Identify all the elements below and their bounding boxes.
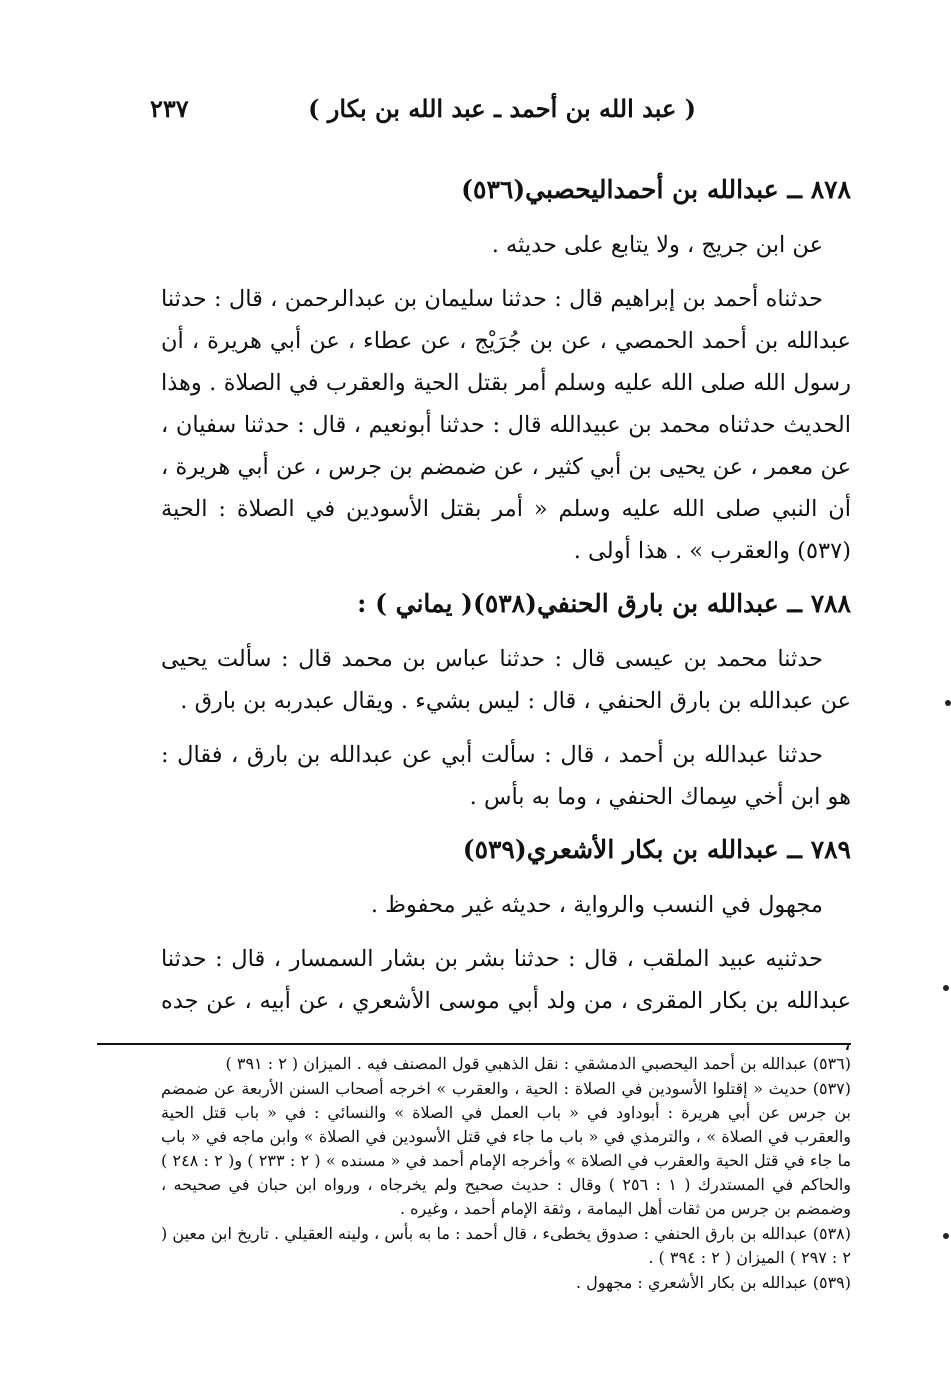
footnote-538: (٥٣٨) عبدالله بن بارق الحنفي : صدوق يخطىء ، قال أحمد : ما به بأس ، ولينه العقيلي . تاريخ ابن معين ( ٢ : ٢٩٧ ) الميزان ( ٢ : ٣٩٤ ) . — [161, 1224, 852, 1267]
entry-paragraph: مجهول في النسب والرواية ، حديثه غير محفوظ . — [370, 892, 823, 918]
scan-speck — [945, 700, 951, 706]
page-number: ٢٣٧ — [150, 94, 189, 123]
entry-paragraph: حدثنيه عبيد الملقب ، قال : حدثنا بشر بن بشار السمسار ، قال : حدثنا عبدالله بن بكار المقرى ، من ولد أبي موسى الأشعري ، عن أبيه ، عن جده ، — [161, 946, 851, 1056]
scan-speck — [943, 1233, 949, 1239]
footnotes — [161, 1052, 851, 1296]
entry-heading: ٧٨٩ ــ عبدالله بن بكار الأشعري(٥٣٩) — [462, 835, 851, 864]
entry-788 — [161, 584, 851, 818]
footnote-536: (٥٣٦) عبدالله بن أحمد اليحصبي الدمشقي : نقل الذهبي قول المصنف فيه . الميزان ( ٢ : ٣٩١ ) — [225, 1054, 851, 1073]
footnote-537: (٥٣٧) حديث « إقتلوا الأسودين في الصلاة : الحية ، والعقرب » اخرجه أصحاب السنن الأربعة عن ضمضم بن جرس عن أبي هريرة : أبوداود في « باب العمل في الصلاة » والنسائي : في « باب قتل الحية والعقرب في الصلاة » ، والترمذي في « باب ما جاء في قتل الأسودين في الصلاة » وابن ماجه في « باب ما جاء في قتل الحية والعقرب في الصلاة » وأخرجه الإمام أحمد في « مسنده » ( ٢ : ٢٣٣ ) و( ٢ : ٢٤٨ ) والحاكم في المستدرك ( ١ : ٢٥٦ ) وقال : حديث صحيح ولم يخرجاه ، ورواه ابن حبان في صحيحه ، وضمضم بن جرس من ثقات أهل اليمامة ، وثقة الإمام أحمد ، وغيره . — [161, 1079, 852, 1218]
main-text — [161, 170, 851, 1076]
entry-paragraph: حدثنا عبدالله بن أحمد ، قال : سألت أبي عن عبدالله بن بارق ، فقال : هو ابن أخي سِماك الحنفي ، وما به بأس . — [161, 742, 851, 810]
running-head-title: ( عبد الله بن أحمد ـ عبد الله بن بكار ) — [308, 94, 696, 123]
footnote-539: (٥٣٩) عبدالله بن بكار الأشعري : مجهول . — [575, 1273, 851, 1292]
entry-heading: ٧٨٨ ــ عبدالله بن بارق الحنفي(٥٣٨)( يماني ) : — [357, 589, 851, 618]
entry-paragraph: حدثناه أحمد بن إبراهيم قال : حدثنا سليمان بن عبدالرحمن ، قال : حدثنا عبدالله بن أحمد الحمصي ، عن بن جُرَيْج ، عن عطاء ، عن أبي هريرة ، أن رسول الله صلى الله عليه وسلم أمر بقتل الحية والعقرب في الصلاة . وهذا الحديث حدثناه محمد بن عبيدالله قال : حدثنا أبونعيم ، قال : حدثنا سفيان ، عن معمر ، عن يحيى بن أبي كثير ، عن ضمضم بن جرس ، عن أبي هريرة ، أن النبي صلى الله عليه وسلم « أمر بقتل الأسودين في الصلاة : الحية (٥٣٧) والعقرب » . هذا أولى . — [161, 286, 851, 564]
running-head — [150, 94, 696, 134]
entry-heading: ٨٧٨ ــ عبدالله بن أحمداليحصبي(٥٣٦) — [461, 175, 851, 204]
entry-878 — [161, 170, 851, 572]
entry-paragraph: عن ابن جريج ، ولا يتابع على حديثه . — [491, 232, 823, 258]
scan-speck — [943, 985, 949, 991]
entry-paragraph: حدثنا محمد بن عيسى قال : حدثنا عباس بن محمد قال : سألت يحيى عن عبدالله بن بارق الحنفي ، قال : ليس بشيء . ويقال عبدربه بن بارق . — [161, 646, 851, 714]
entry-789 — [161, 830, 851, 1064]
footnote-rule — [97, 1043, 851, 1045]
